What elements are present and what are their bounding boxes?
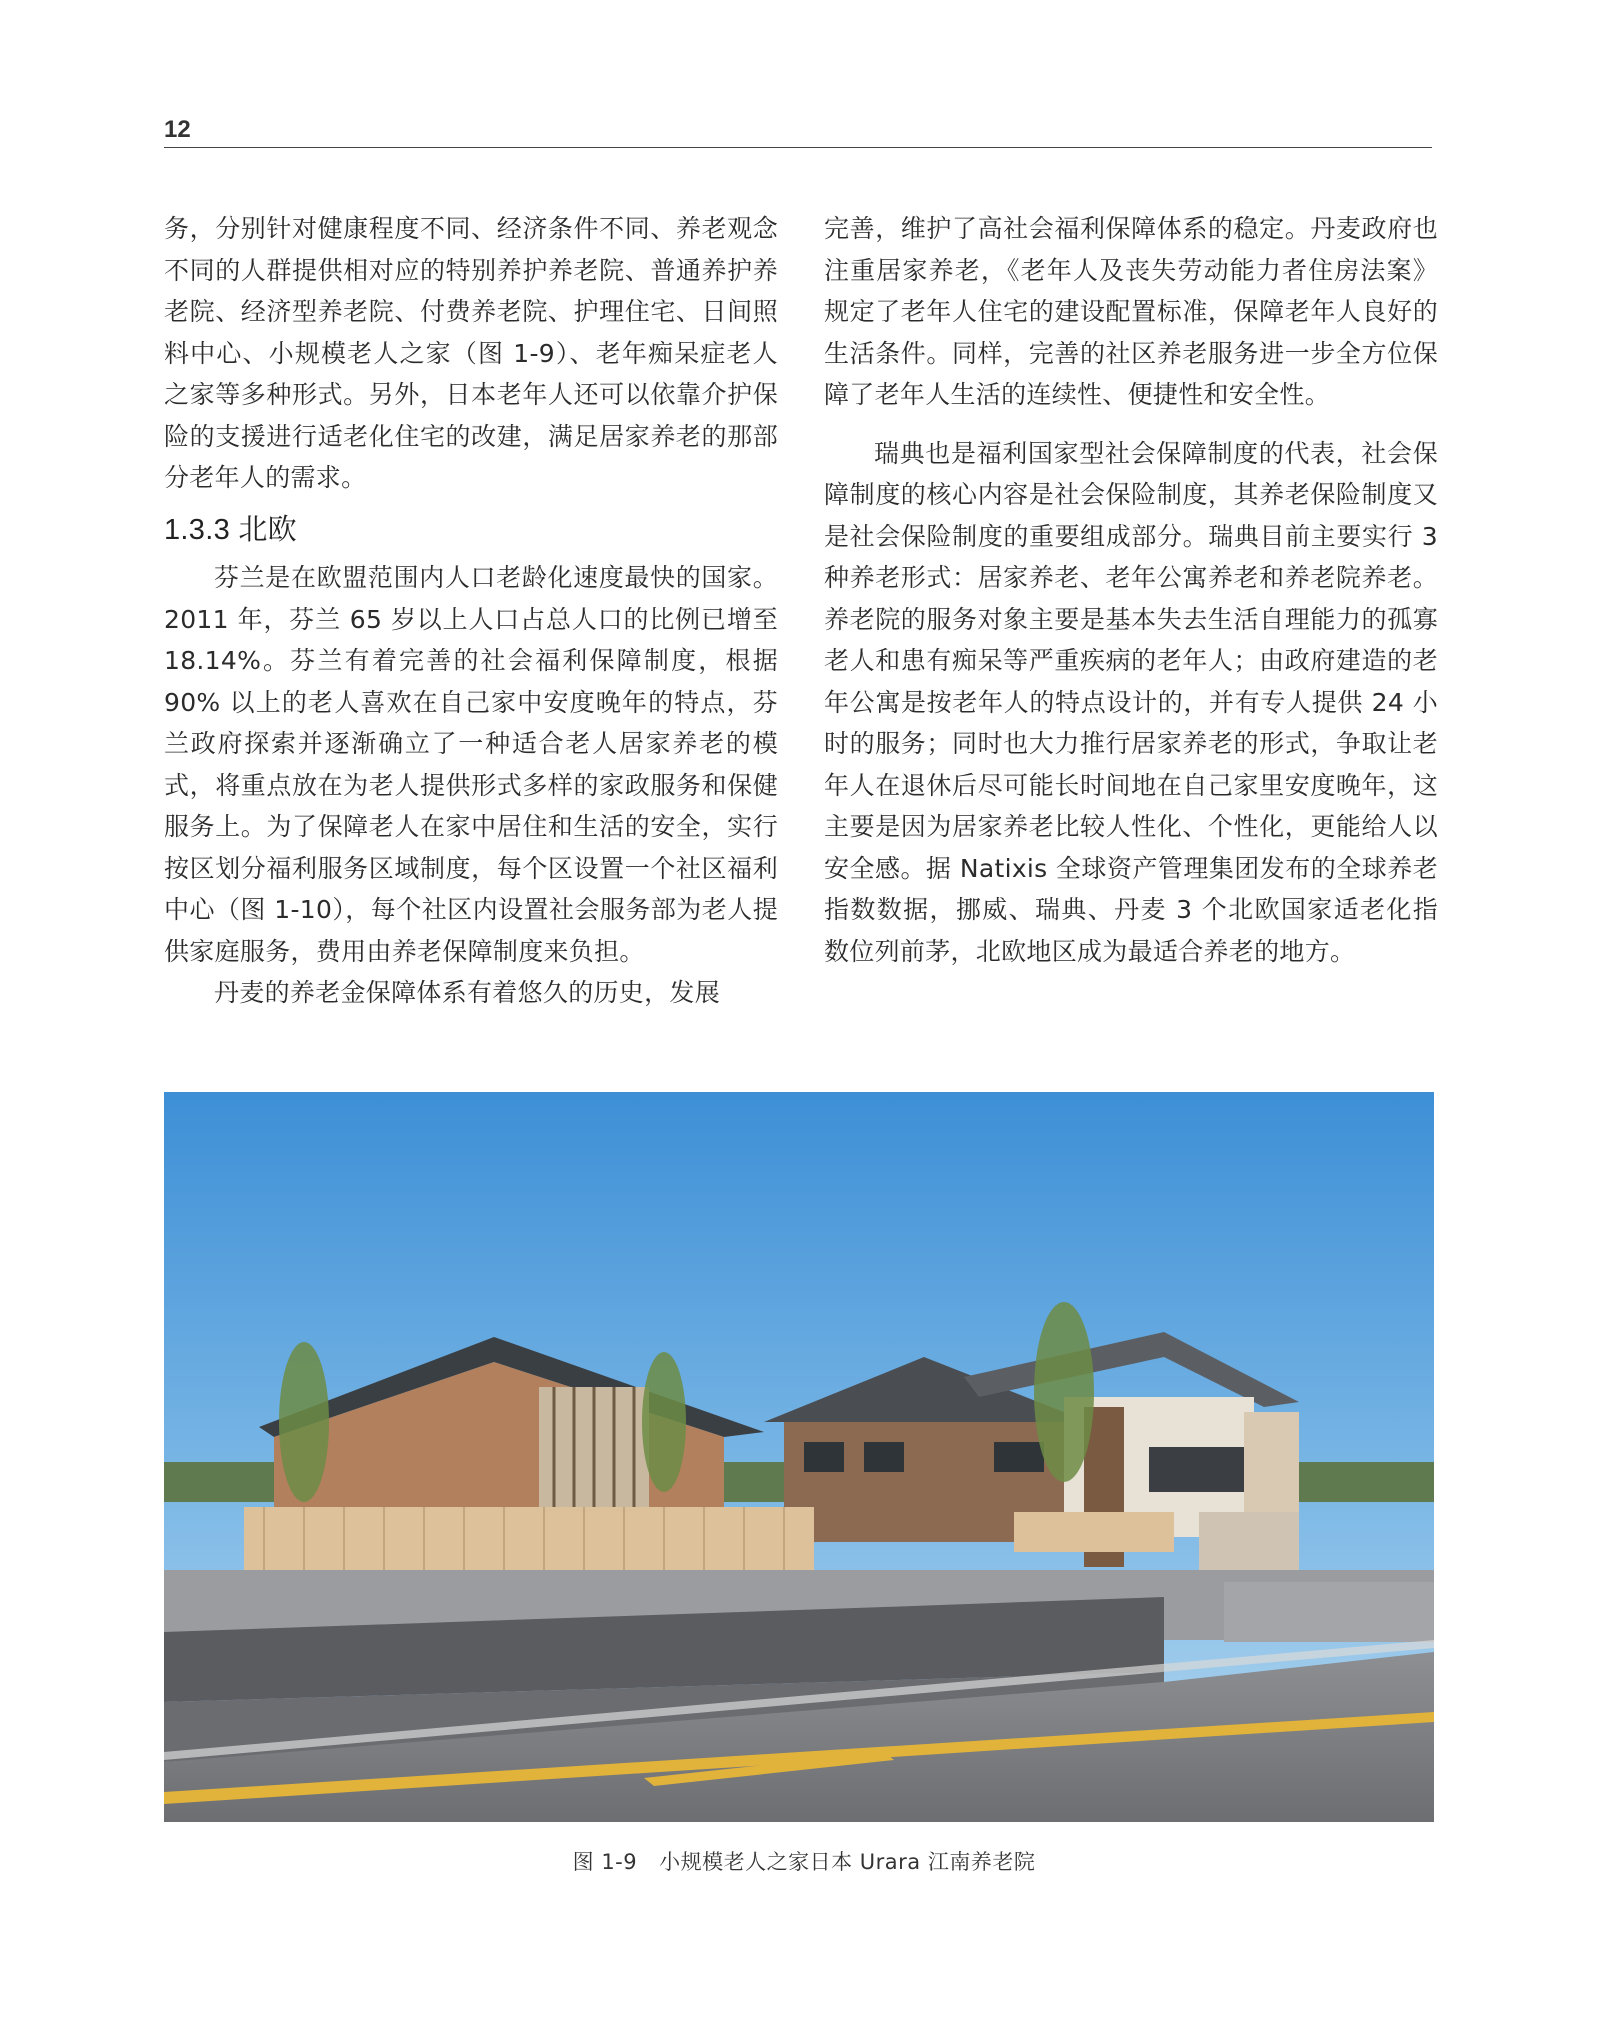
paragraph-denmark-continued: 完善，维护了高社会福利保障体系的稳定。丹麦政府也注重居家养老，《老年人及丧失劳动能力者住房法案》规定了老年人住宅的建设配置标准，保障老年人良好的生活条件。同样，完善的社区养老服务进一步全方位保障了老年人生活的连续性、便捷性和安全性。 (824, 214, 1438, 409)
right-column (824, 208, 1438, 972)
paragraph-finland: 芬兰是在欧盟范围内人口老龄化速度最快的国家。2011 年，芬兰 65 岁以上人口占总人口的比例已增至 18.14%。芬兰有着完善的社会福利保障制度，根据 90% 以上的老人喜欢在自己家中安度晚年的特点，芬兰政府探索并逐渐确立了一种适合老人居家养老的模式，将重点放在为老人提供形式多样的家政服务和保健服务上。为了保障老人在家中居住和生活的安全，实行按区划分福利服务区域制度，每个区设置一个社区福利中心（图 1-10），每个社区内设置社会服务部为老人提供家庭服务，费用由养老保障制度来负担。 (164, 563, 778, 966)
paragraph-denmark-start: 丹麦的养老金保障体系有着悠久的历史，发展 (214, 978, 721, 1007)
section-heading-nordic: 1.3.3 北欧 (164, 513, 297, 546)
page-number: 12 (164, 116, 191, 143)
figure-caption (0, 1846, 1608, 1876)
paragraph-sweden: 瑞典也是福利国家型社会保障制度的代表，社会保障制度的核心内容是社会保险制度，其养老保险制度又是社会保险制度的重要组成部分。瑞典目前主要实行 3 种养老形式：居家养老、老年公寓养老和养老院养老。养老院的服务对象主要是基本失去生活自理能力的孤寡老人和患有痴呆等严重疾病的老年人；由政府建造的老年公寓是按老年人的特点设计的，并有专人提供 24 小时的服务；同时也大力推行居家养老的形式，争取让老年人在退休后尽可能长时间地在自己家里安度晚年，这主要是因为居家养老比较人性化、个性化，更能给人以安全感。据 Natixis 全球资产管理集团发布的全球养老指数数据，挪威、瑞典、丹麦 3 个北欧国家适老化指数位列前茅，北欧地区成为最适合养老的地方。 (824, 438, 1438, 966)
figure-caption-text: 小规模老人之家日本 Urara 江南养老院 (659, 1850, 1036, 1874)
figure-photo-nursing-home (164, 1092, 1434, 1822)
paragraph-japan-continued: 务，分别针对健康程度不同、经济条件不同、养老观念不同的人群提供相对应的特别养护养老院、普通养护养老院、经济型养老院、付费养老院、护理住宅、日间照料中心、小规模老人之家（图 1-9）、老年痴呆症老人之家等多种形式。另外，日本老年人还可以依靠介护保险的支援进行适老化住宅的改建，满足居家养老的那部分老年人的需求。 (164, 214, 778, 492)
figure-number: 图 1-9 (572, 1850, 638, 1874)
left-column (164, 208, 778, 1014)
header-rule (164, 147, 1432, 148)
